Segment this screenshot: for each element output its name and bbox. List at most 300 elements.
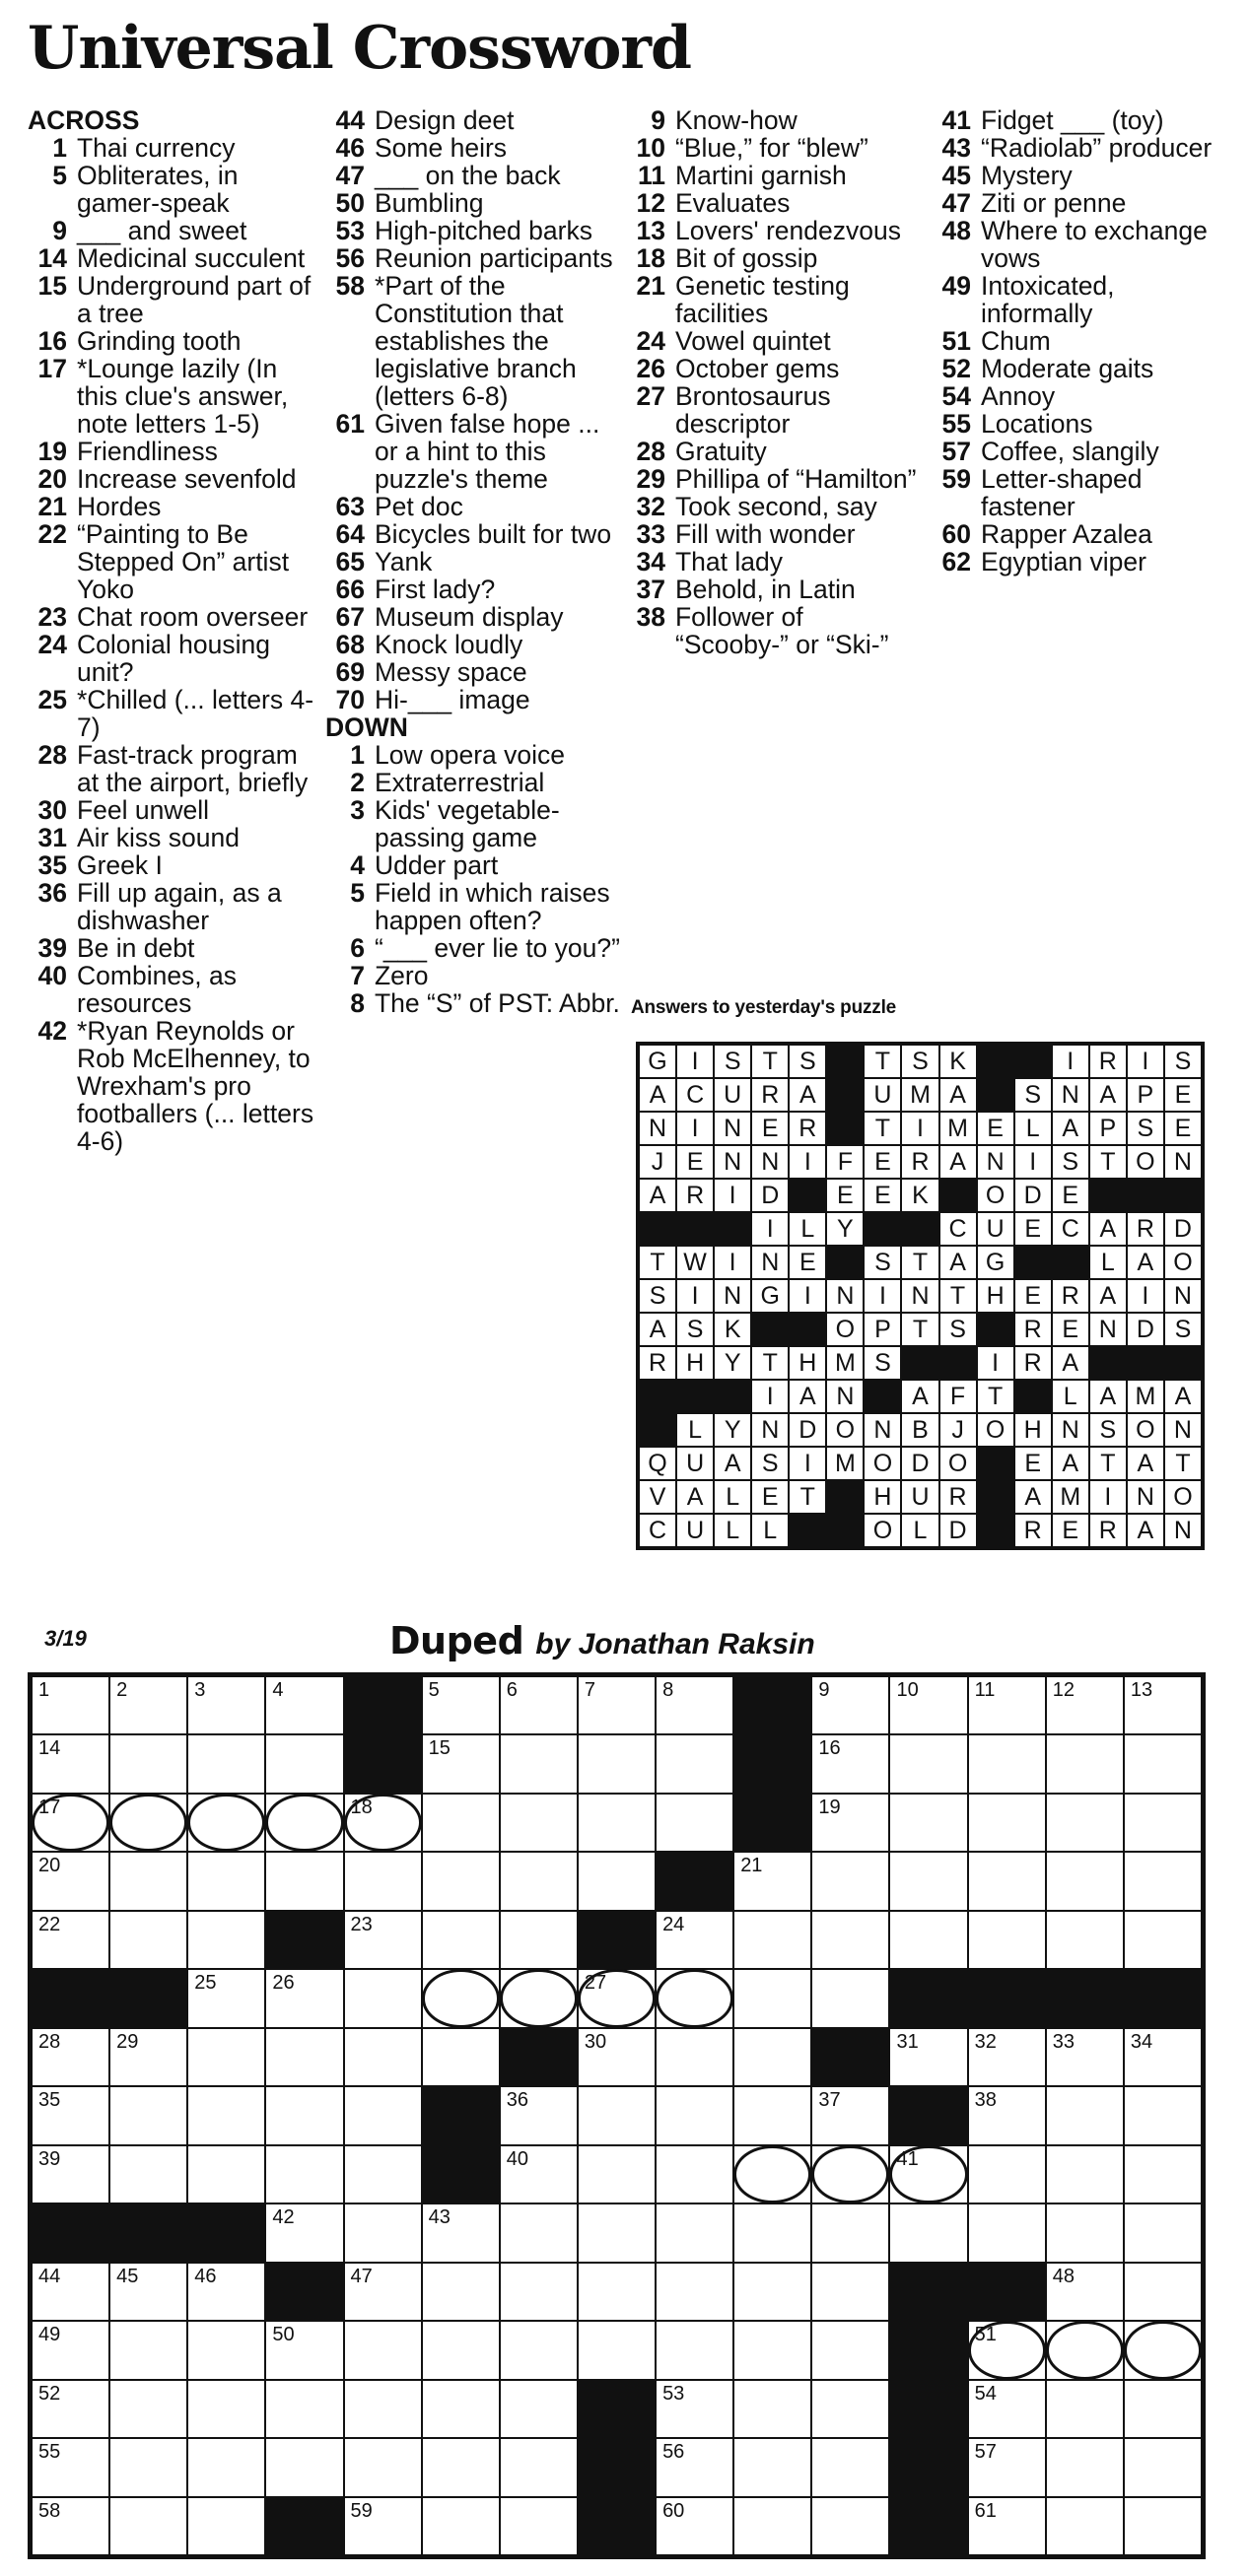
grid-cell[interactable] xyxy=(32,2497,109,2555)
grid-cell[interactable] xyxy=(422,2380,500,2438)
grid-cell[interactable] xyxy=(344,2203,422,2262)
grid-cell[interactable] xyxy=(500,2203,578,2262)
grid-cell[interactable] xyxy=(811,1969,889,2027)
answer-cell: J xyxy=(639,1145,676,1179)
clue[interactable] xyxy=(28,438,315,465)
grid-cell[interactable] xyxy=(265,1852,343,1910)
grid-cell[interactable] xyxy=(109,1852,187,1910)
grid-cell[interactable] xyxy=(187,2321,265,2379)
grid-cell[interactable] xyxy=(500,2380,578,2438)
clue[interactable] xyxy=(626,520,922,548)
clue-number: 39 xyxy=(37,933,67,963)
grid-cell[interactable] xyxy=(187,2497,265,2555)
grid-cell[interactable] xyxy=(500,2145,578,2203)
clue[interactable] xyxy=(325,989,621,1017)
cell-number: 14 xyxy=(38,1737,61,1760)
grid-cell[interactable] xyxy=(32,2263,109,2321)
grid-cell[interactable] xyxy=(1046,1794,1124,1852)
grid-cell[interactable] xyxy=(889,1794,967,1852)
circle-marker xyxy=(187,1794,265,1852)
grid-cell[interactable] xyxy=(578,2263,656,2321)
grid-cell[interactable] xyxy=(811,2145,889,2203)
grid-cell[interactable] xyxy=(733,1969,811,2027)
grid-cell[interactable] xyxy=(422,2028,500,2086)
grid-cell[interactable] xyxy=(733,2438,811,2496)
grid-cell[interactable] xyxy=(733,2086,811,2144)
clue[interactable] xyxy=(932,189,1227,217)
clue[interactable] xyxy=(325,769,621,796)
grid-cell[interactable] xyxy=(968,1734,1046,1793)
grid-cell[interactable] xyxy=(109,2497,187,2555)
clue[interactable] xyxy=(325,134,621,162)
grid-cell[interactable] xyxy=(344,2380,422,2438)
grid-cell[interactable] xyxy=(968,2028,1046,2086)
grid-cell[interactable] xyxy=(422,1734,500,1793)
clue[interactable] xyxy=(325,658,621,686)
grid-cell[interactable] xyxy=(1046,2263,1124,2321)
clue[interactable] xyxy=(932,217,1227,272)
clue-number: 44 xyxy=(335,105,365,135)
clue[interactable] xyxy=(28,796,315,824)
grid-cell[interactable] xyxy=(32,2321,109,2379)
clue[interactable] xyxy=(28,520,315,603)
grid-cell[interactable] xyxy=(344,2028,422,2086)
grid-cell[interactable] xyxy=(578,1734,656,1793)
clue[interactable] xyxy=(325,796,621,851)
grid-cell[interactable] xyxy=(889,1734,967,1793)
clue[interactable] xyxy=(28,686,315,741)
grid-cell[interactable] xyxy=(811,2380,889,2438)
grid-cell[interactable] xyxy=(187,1676,265,1734)
grid-cell[interactable] xyxy=(265,2145,343,2203)
answer-black-cell xyxy=(714,1212,751,1246)
grid-cell[interactable] xyxy=(656,1676,733,1734)
grid-cell[interactable] xyxy=(733,1911,811,1969)
clue[interactable] xyxy=(626,134,922,162)
clue[interactable] xyxy=(28,851,315,879)
clue[interactable] xyxy=(325,741,621,769)
clue[interactable] xyxy=(28,465,315,493)
grid-cell[interactable] xyxy=(1046,2380,1124,2438)
grid-cell[interactable] xyxy=(265,2086,343,2144)
grid-cell[interactable] xyxy=(109,2438,187,2496)
grid-cell[interactable] xyxy=(1046,2086,1124,2144)
grid-cell[interactable] xyxy=(500,2321,578,2379)
grid-cell[interactable] xyxy=(344,2145,422,2203)
grid-cell[interactable] xyxy=(1124,1794,1202,1852)
clue[interactable] xyxy=(28,217,315,244)
clue[interactable] xyxy=(932,106,1227,134)
grid-cell[interactable] xyxy=(187,1911,265,1969)
answer-cell: N xyxy=(977,1145,1014,1179)
grid-cell[interactable] xyxy=(1046,2321,1124,2379)
clue[interactable] xyxy=(325,162,621,189)
grid-cell[interactable] xyxy=(733,2028,811,2086)
grid-cell[interactable] xyxy=(265,2321,343,2379)
grid-cell[interactable] xyxy=(1046,1676,1124,1734)
grid-cell[interactable] xyxy=(811,2497,889,2555)
clue[interactable] xyxy=(325,631,621,658)
grid-cell[interactable] xyxy=(265,1676,343,1734)
grid-cell[interactable] xyxy=(968,1676,1046,1734)
clue[interactable] xyxy=(626,576,922,603)
clue[interactable] xyxy=(932,134,1227,162)
grid-cell[interactable] xyxy=(500,1734,578,1793)
grid-cell[interactable] xyxy=(109,1734,187,1793)
clue[interactable] xyxy=(626,272,922,327)
clue[interactable] xyxy=(28,631,315,686)
grid-cell[interactable] xyxy=(733,2263,811,2321)
grid-cell[interactable] xyxy=(422,1676,500,1734)
grid-cell[interactable] xyxy=(1046,1911,1124,1969)
grid-cell[interactable] xyxy=(1124,1676,1202,1734)
clue[interactable] xyxy=(28,824,315,851)
clue[interactable] xyxy=(325,851,621,879)
grid-cell[interactable] xyxy=(656,1911,733,1969)
clue[interactable] xyxy=(325,272,621,410)
black-square xyxy=(889,2380,967,2438)
grid-cell[interactable] xyxy=(265,2203,343,2262)
grid-cell[interactable] xyxy=(656,2380,733,2438)
clue[interactable] xyxy=(626,465,922,493)
grid-cell[interactable] xyxy=(656,2028,733,2086)
grid-cell[interactable] xyxy=(422,1911,500,1969)
grid-cell[interactable] xyxy=(187,1794,265,1852)
clue[interactable] xyxy=(932,465,1227,520)
answer-cell: I xyxy=(676,1045,714,1078)
grid-cell[interactable] xyxy=(889,2028,967,2086)
grid-cell[interactable] xyxy=(811,1852,889,1910)
clue[interactable] xyxy=(626,603,922,658)
clue[interactable] xyxy=(626,217,922,244)
grid-cell[interactable] xyxy=(187,2028,265,2086)
grid-cell[interactable] xyxy=(109,2145,187,2203)
grid-cell[interactable] xyxy=(500,2086,578,2144)
answer-cell: R xyxy=(789,1112,826,1145)
clue-number: 48 xyxy=(941,216,971,245)
answer-cell: N xyxy=(1089,1313,1127,1346)
clue-number: 2 xyxy=(350,768,365,797)
grid-cell[interactable] xyxy=(187,2380,265,2438)
clue[interactable] xyxy=(28,879,315,934)
grid-cell[interactable] xyxy=(344,1794,422,1852)
clue[interactable] xyxy=(626,189,922,217)
clue[interactable] xyxy=(28,355,315,438)
grid-cell[interactable] xyxy=(187,2086,265,2144)
clue[interactable] xyxy=(325,520,621,548)
grid-cell[interactable] xyxy=(578,2203,656,2262)
grid-cell[interactable] xyxy=(1046,2145,1124,2203)
grid-cell[interactable] xyxy=(187,2263,265,2321)
grid-cell[interactable] xyxy=(1124,2145,1202,2203)
grid-cell[interactable] xyxy=(656,2203,733,2262)
black-square xyxy=(889,2438,967,2496)
answer-cell: I xyxy=(977,1346,1014,1380)
grid-cell[interactable] xyxy=(968,1852,1046,1910)
grid-cell[interactable] xyxy=(1124,1911,1202,1969)
clue[interactable] xyxy=(325,934,621,962)
grid-cell[interactable] xyxy=(187,2438,265,2496)
grid-cell[interactable] xyxy=(32,1734,109,1793)
clue[interactable] xyxy=(626,244,922,272)
grid-cell[interactable] xyxy=(1124,2086,1202,2144)
clue[interactable] xyxy=(325,493,621,520)
grid-cell[interactable] xyxy=(968,1911,1046,1969)
grid-cell[interactable] xyxy=(733,1852,811,1910)
grid-cell[interactable] xyxy=(109,1794,187,1852)
grid-cell[interactable] xyxy=(889,2145,967,2203)
clue[interactable] xyxy=(932,438,1227,465)
clue[interactable] xyxy=(932,272,1227,327)
clue[interactable] xyxy=(626,382,922,438)
clue[interactable] xyxy=(932,520,1227,548)
grid-cell[interactable] xyxy=(422,1794,500,1852)
grid-cell[interactable] xyxy=(733,2145,811,2203)
grid-cell[interactable] xyxy=(656,1734,733,1793)
clue[interactable] xyxy=(325,603,621,631)
grid-cell[interactable] xyxy=(109,2380,187,2438)
clue[interactable] xyxy=(932,410,1227,438)
grid-cell[interactable] xyxy=(1046,2028,1124,2086)
answer-cell: A xyxy=(639,1179,676,1212)
grid-cell[interactable] xyxy=(500,1969,578,2027)
clue[interactable] xyxy=(28,272,315,327)
grid-cell[interactable] xyxy=(500,1852,578,1910)
grid-cell[interactable] xyxy=(500,1676,578,1734)
grid-cell[interactable] xyxy=(889,2203,967,2262)
grid-cell[interactable] xyxy=(1124,2321,1202,2379)
grid-cell[interactable] xyxy=(422,1852,500,1910)
clue[interactable] xyxy=(626,438,922,465)
grid-cell[interactable] xyxy=(32,1852,109,1910)
answer-cell: S xyxy=(1164,1313,1202,1346)
grid-cell[interactable] xyxy=(656,2497,733,2555)
grid-cell[interactable] xyxy=(1124,2380,1202,2438)
grid-cell[interactable] xyxy=(344,1969,422,2027)
clue-number: 35 xyxy=(37,850,67,880)
grid-cell[interactable] xyxy=(889,1852,967,1910)
grid-cell[interactable] xyxy=(811,2086,889,2144)
grid-cell[interactable] xyxy=(32,1911,109,1969)
clue[interactable] xyxy=(932,327,1227,355)
grid-cell[interactable] xyxy=(656,2438,733,2496)
grid-cell[interactable] xyxy=(109,2086,187,2144)
grid-cell[interactable] xyxy=(344,2321,422,2379)
grid-cell[interactable] xyxy=(422,2263,500,2321)
grid-cell[interactable] xyxy=(578,2028,656,2086)
circle-marker xyxy=(1046,2321,1124,2379)
grid-cell[interactable] xyxy=(968,2145,1046,2203)
grid-cell[interactable] xyxy=(1124,1852,1202,1910)
grid-cell[interactable] xyxy=(811,1794,889,1852)
clue[interactable] xyxy=(325,189,621,217)
grid-cell[interactable] xyxy=(811,2321,889,2379)
grid-cell[interactable] xyxy=(265,1734,343,1793)
grid-cell[interactable] xyxy=(32,1676,109,1734)
answer-black-cell xyxy=(901,1212,938,1246)
clue[interactable] xyxy=(325,879,621,934)
grid-cell[interactable] xyxy=(656,2321,733,2379)
grid-cell[interactable] xyxy=(344,2438,422,2496)
grid-cell[interactable] xyxy=(109,1676,187,1734)
clue[interactable] xyxy=(626,106,922,134)
grid-cell[interactable] xyxy=(811,2438,889,2496)
grid-cell[interactable] xyxy=(811,1676,889,1734)
grid-cell[interactable] xyxy=(811,2203,889,2262)
grid-cell[interactable] xyxy=(1124,2203,1202,2262)
clue[interactable] xyxy=(28,934,315,962)
clue[interactable] xyxy=(325,410,621,493)
clue[interactable] xyxy=(325,244,621,272)
grid-cell[interactable] xyxy=(422,2203,500,2262)
grid-cell[interactable] xyxy=(500,1911,578,1969)
grid-cell[interactable] xyxy=(811,1734,889,1793)
clue[interactable] xyxy=(932,355,1227,382)
grid-cell[interactable] xyxy=(187,1734,265,1793)
grid-cell[interactable] xyxy=(500,2497,578,2555)
grid-cell[interactable] xyxy=(1124,2497,1202,2555)
clue[interactable] xyxy=(28,493,315,520)
clue[interactable] xyxy=(626,493,922,520)
grid-cell[interactable] xyxy=(500,1794,578,1852)
answer-cell: G xyxy=(639,1045,676,1078)
clue-number: 11 xyxy=(637,161,665,190)
grid-cell[interactable] xyxy=(578,1676,656,1734)
grid-cell[interactable] xyxy=(344,2263,422,2321)
clue[interactable] xyxy=(28,134,315,162)
grid-cell[interactable] xyxy=(1046,1734,1124,1793)
grid-cell[interactable] xyxy=(109,2028,187,2086)
grid-cell[interactable] xyxy=(733,2321,811,2379)
clue[interactable] xyxy=(626,548,922,576)
cell-number: 42 xyxy=(272,2206,295,2229)
clue[interactable] xyxy=(325,548,621,576)
grid-cell[interactable] xyxy=(32,2145,109,2203)
clue[interactable] xyxy=(325,962,621,989)
grid-cell[interactable] xyxy=(656,1969,733,2027)
grid-cell[interactable] xyxy=(32,1794,109,1852)
clue[interactable] xyxy=(626,162,922,189)
grid-cell[interactable] xyxy=(109,1911,187,1969)
grid-cell[interactable] xyxy=(968,2380,1046,2438)
grid-cell[interactable] xyxy=(1046,2438,1124,2496)
grid-cell[interactable] xyxy=(968,2203,1046,2262)
clue[interactable] xyxy=(28,741,315,796)
clue[interactable] xyxy=(28,1017,315,1155)
grid-cell[interactable] xyxy=(733,2380,811,2438)
clue[interactable] xyxy=(28,327,315,355)
grid-cell[interactable] xyxy=(578,2086,656,2144)
grid-cell[interactable] xyxy=(889,1676,967,1734)
grid-cell[interactable] xyxy=(811,2263,889,2321)
grid-cell[interactable] xyxy=(265,2438,343,2496)
clue[interactable] xyxy=(28,603,315,631)
grid-cell[interactable] xyxy=(187,1969,265,2027)
grid-cell[interactable] xyxy=(187,1852,265,1910)
grid-cell[interactable] xyxy=(578,1969,656,2027)
grid-cell[interactable] xyxy=(187,2145,265,2203)
answer-cell: S xyxy=(676,1313,714,1346)
grid-cell[interactable] xyxy=(656,2086,733,2144)
clue[interactable] xyxy=(28,244,315,272)
clue-text: Hordes xyxy=(77,492,162,521)
grid-cell[interactable] xyxy=(578,2145,656,2203)
grid-cell[interactable] xyxy=(968,2321,1046,2379)
clue[interactable] xyxy=(932,548,1227,576)
grid-cell[interactable] xyxy=(578,1794,656,1852)
grid-cell[interactable] xyxy=(1124,2263,1202,2321)
grid-cell[interactable] xyxy=(656,2145,733,2203)
grid-cell[interactable] xyxy=(889,1911,967,1969)
clue[interactable] xyxy=(325,217,621,244)
clue[interactable] xyxy=(28,162,315,217)
grid-cell[interactable] xyxy=(1124,2438,1202,2496)
grid-cell[interactable] xyxy=(733,2497,811,2555)
clue[interactable] xyxy=(325,576,621,603)
grid-cell[interactable] xyxy=(109,2321,187,2379)
grid-cell[interactable] xyxy=(968,1794,1046,1852)
grid-cell[interactable] xyxy=(265,1969,343,2027)
grid-cell[interactable] xyxy=(733,2203,811,2262)
clue[interactable] xyxy=(932,382,1227,410)
grid-cell[interactable] xyxy=(422,2321,500,2379)
clue[interactable] xyxy=(325,686,621,713)
grid-cell[interactable] xyxy=(265,2028,343,2086)
answer-cell: N xyxy=(751,1246,789,1279)
grid-cell[interactable] xyxy=(1046,1852,1124,1910)
clue[interactable] xyxy=(626,327,922,355)
grid-cell[interactable] xyxy=(265,1794,343,1852)
grid-cell[interactable] xyxy=(1046,2497,1124,2555)
grid-cell[interactable] xyxy=(344,2497,422,2555)
grid-cell[interactable] xyxy=(344,1852,422,1910)
grid-cell[interactable] xyxy=(811,1911,889,1969)
clue[interactable] xyxy=(28,962,315,1017)
grid-cell[interactable] xyxy=(500,2438,578,2496)
cell-number: 22 xyxy=(38,1913,61,1935)
grid-cell[interactable] xyxy=(265,2380,343,2438)
grid-cell[interactable] xyxy=(422,2497,500,2555)
clue-number: 28 xyxy=(37,740,67,770)
grid-cell[interactable] xyxy=(500,2263,578,2321)
grid-cell[interactable] xyxy=(32,2380,109,2438)
grid-cell[interactable] xyxy=(968,2438,1046,2496)
answer-cell: I xyxy=(676,1112,714,1145)
grid-cell[interactable] xyxy=(109,2263,187,2321)
grid-cell[interactable] xyxy=(1046,2203,1124,2262)
clue[interactable] xyxy=(325,106,621,134)
grid-cell[interactable] xyxy=(422,1969,500,2027)
grid-cell[interactable] xyxy=(578,1852,656,1910)
grid-cell[interactable] xyxy=(578,2321,656,2379)
grid-cell[interactable] xyxy=(32,2086,109,2144)
grid-cell[interactable] xyxy=(968,2086,1046,2144)
grid-cell[interactable] xyxy=(1124,1734,1202,1793)
clue[interactable] xyxy=(626,355,922,382)
grid-cell[interactable] xyxy=(968,2497,1046,2555)
grid-cell[interactable] xyxy=(344,2086,422,2144)
grid-cell[interactable] xyxy=(656,1794,733,1852)
grid-cell[interactable] xyxy=(32,2438,109,2496)
grid-cell[interactable] xyxy=(422,2438,500,2496)
black-square xyxy=(889,1969,967,2027)
grid-cell[interactable] xyxy=(344,1911,422,1969)
grid-cell[interactable] xyxy=(1124,2028,1202,2086)
answer-cell: D xyxy=(901,1447,938,1480)
clue[interactable] xyxy=(932,162,1227,189)
grid-cell[interactable] xyxy=(32,2028,109,2086)
grid-cell[interactable] xyxy=(656,2263,733,2321)
